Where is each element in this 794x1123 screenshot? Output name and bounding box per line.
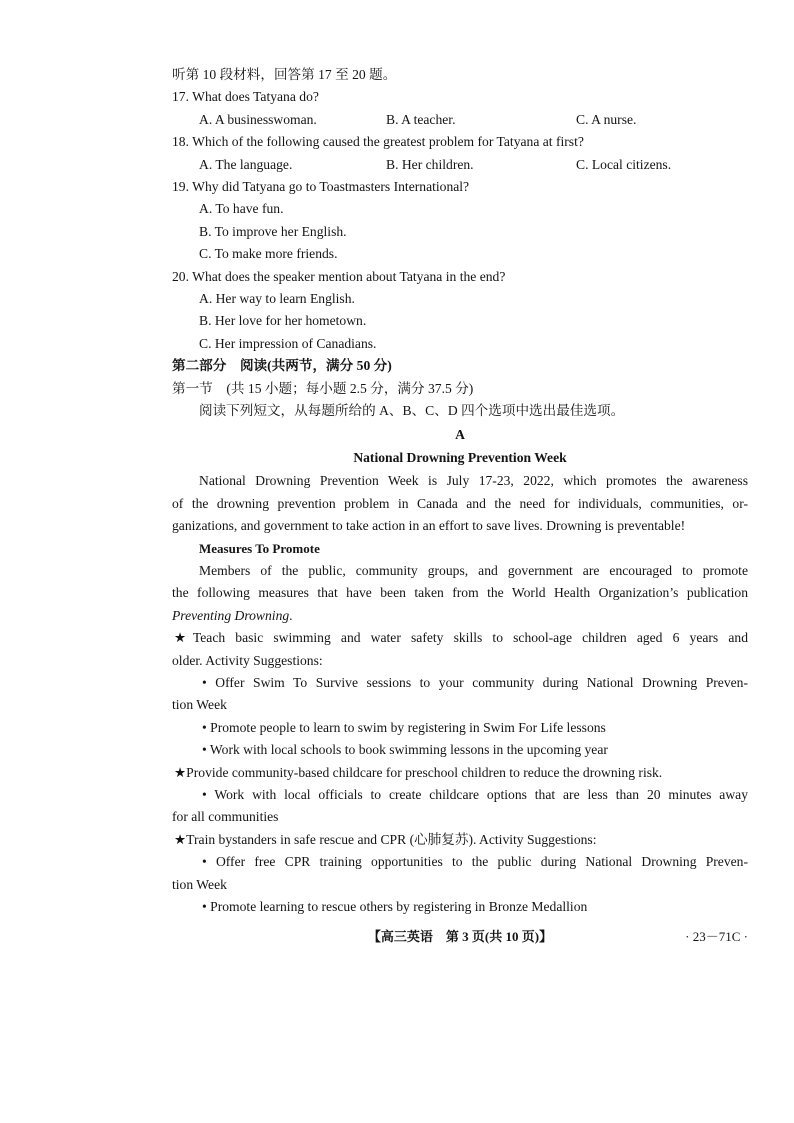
publication-title: Preventing Drowning	[172, 607, 290, 623]
footer-page-label: 【高三英语 第 3 页(共 10 页)】	[367, 929, 553, 944]
p2-period: .	[289, 607, 293, 623]
q18-option-a: A. The language.	[199, 156, 293, 172]
star-2: ★Provide community-based childcare for preschool children to reduce the drowning risk.	[174, 764, 663, 780]
star-1-line-1: ★Teach basic swimming and water safety skills to school-age children aged 6 years and	[174, 630, 748, 646]
page-footer	[172, 926, 748, 946]
bullet-4-line-2: for all communities	[172, 809, 279, 825]
bullet-5-line-1: • Offer free CPR training opportunities to the public during National Drowning Preven-	[202, 854, 748, 870]
p1-line-3: ganizations, and government to take action in an effort to save lives. Drowning is preventable!	[172, 518, 686, 534]
q17-option-c: C. A nurse.	[576, 111, 637, 127]
q17-stem: 17. What does Tatyana do?	[172, 89, 319, 105]
reading-instruction: 阅读下列短文，从每题所给的 A、B、C、D 四个选项中选出最佳选项。	[199, 403, 625, 419]
exam-page	[172, 64, 748, 918]
p2-line-1: Members of the public, community groups, and government are encouraged to promote	[199, 562, 748, 578]
bullet-1-line-1: • Offer Swim To Survive sessions to your community during National Drowning Preven-	[202, 674, 748, 690]
q18-option-c: C. Local citizens.	[576, 156, 672, 172]
bullet-6: • Promote learning to rescue others by registering in Bronze Medallion	[202, 899, 588, 915]
q17-options	[172, 109, 748, 131]
q17-option-a: A. A businesswoman.	[199, 111, 317, 127]
p2-line-2: the following measures that have been taken from the World Health Organization’s publication	[172, 585, 748, 601]
section-one-title: 第一节 (共 15 小题；每小题 2.5 分，满分 37.5 分)	[172, 380, 474, 396]
listening-instruction: 听第 10 段材料，回答第 17 至 20 题。	[172, 67, 397, 82]
bullet-1-line-2: tion Week	[172, 697, 227, 713]
part-two-title: 第二部分 阅读(共两节，满分 50 分)	[172, 358, 392, 374]
star-3: ★Train bystanders in safe rescue and CPR (心肺复苏). Activity Suggestions:	[174, 831, 597, 847]
p2-line-3	[172, 605, 748, 627]
bullet-5-line-2: tion Week	[172, 876, 227, 892]
star-1-line-2: older. Activity Suggestions:	[172, 652, 323, 668]
q17-option-b: B. A teacher.	[386, 111, 456, 127]
bullet-4-line-1: • Work with local officials to create childcare options that are less than 20 minutes away	[202, 787, 748, 802]
q20-option-c: C. Her impression of Canadians.	[199, 335, 377, 351]
q19-stem: 19. Why did Tatyana go to Toastmasters International?	[172, 179, 470, 195]
passage-letter: A	[455, 426, 465, 442]
p1-line-1: National Drowning Prevention Week is July 17-23, 2022, which promotes the awareness	[199, 473, 748, 489]
q20-stem: 20. What does the speaker mention about Tatyana in the end?	[172, 268, 506, 284]
q18-option-b: B. Her children.	[386, 156, 474, 172]
q19-option-c: C. To make more friends.	[199, 246, 338, 262]
q18-stem: 18. Which of the following caused the greatest problem for Tatyana at first?	[172, 134, 584, 150]
subheading-measures: Measures To Promote	[199, 540, 320, 556]
q20-option-b: B. Her love for her hometown.	[199, 313, 367, 329]
q18-options	[172, 154, 748, 176]
q19-option-b: B. To improve her English.	[199, 223, 347, 239]
bullet-3: • Work with local schools to book swimming lessons in the upcoming year	[202, 742, 608, 758]
footer-code: · 23－71C ·	[685, 929, 748, 944]
q19-option-a: A. To have fun.	[199, 201, 284, 217]
bullet-2: • Promote people to learn to swim by registering in Swim For Life lessons	[202, 719, 606, 735]
passage-title: National Drowning Prevention Week	[353, 449, 567, 465]
q20-option-a: A. Her way to learn English.	[199, 291, 355, 307]
p1-line-2: of the drowning prevention problem in Canada and the need for individuals, communities, or-	[172, 495, 748, 511]
